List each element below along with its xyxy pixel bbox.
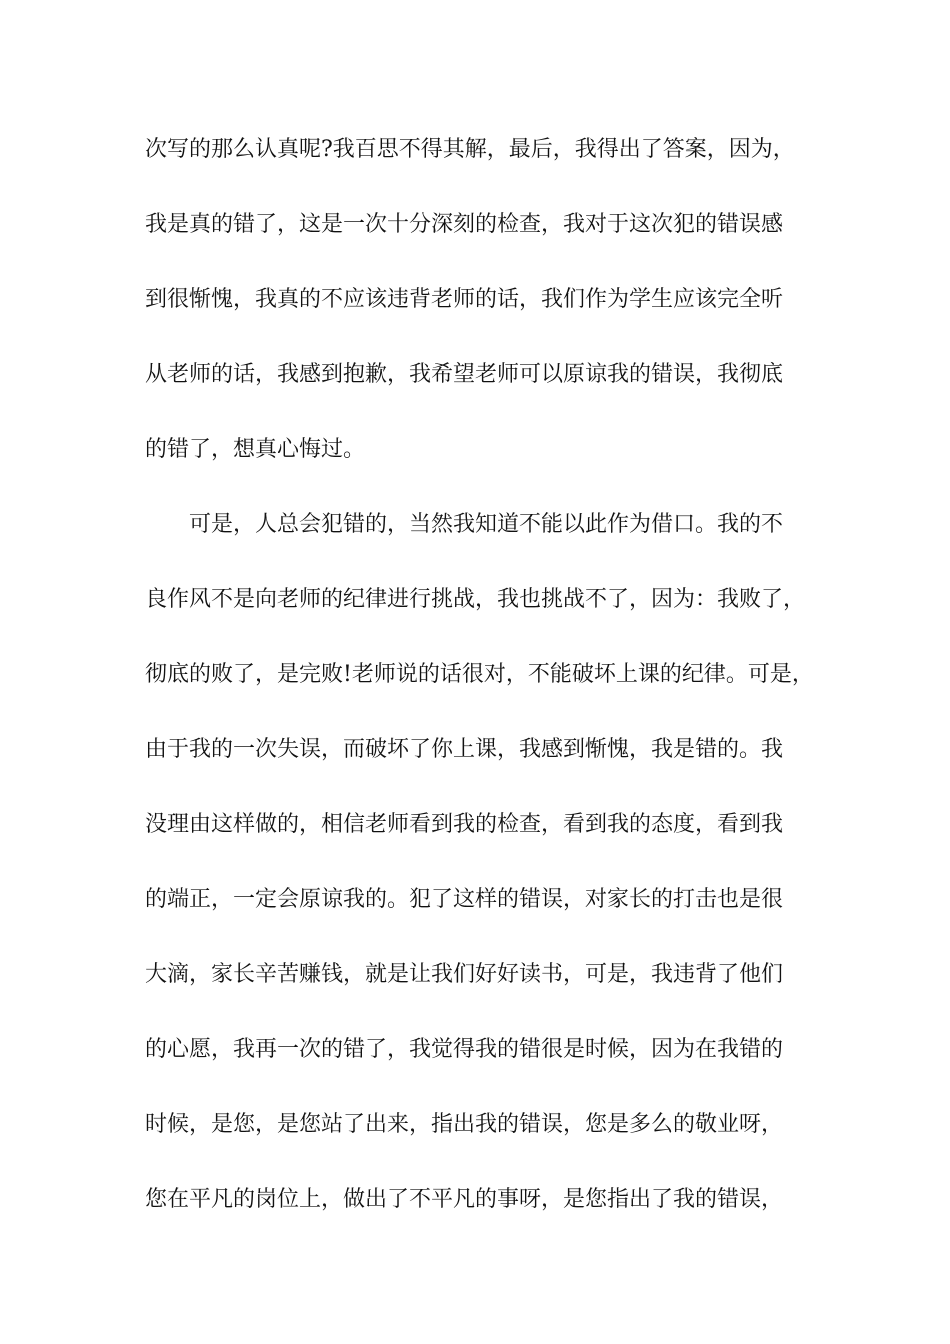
text-line: 良作风不是向老师的纪律进行挑战，我也挑战不了，因为：我败了，: [145, 587, 806, 612]
text-line: 由于我的一次失误，而破坏了你上课，我感到惭愧，我是错的。我: [145, 737, 784, 762]
text-line: 从老师的话，我感到抱歉，我希望老师可以原谅我的错误，我彻底: [145, 362, 784, 387]
text-line: 的错了，想真心悔过。: [145, 437, 366, 462]
text-line: 您在平凡的岗位上，做出了不平凡的事呀，是您指出了我的错误，: [145, 1187, 784, 1212]
text-line: 的端正，一定会原谅我的。犯了这样的错误，对家长的打击也是很: [145, 887, 784, 912]
text-line: 时候，是您，是您站了出来，指出我的错误，您是多么的敬业呀，: [145, 1112, 784, 1137]
text-line: 我是真的错了，这是一次十分深刻的检查，我对于这次犯的错误感: [145, 212, 784, 237]
paragraph-start-line: 可是，人总会犯错的，当然我知道不能以此作为借口。我的不: [189, 512, 784, 537]
text-line: 彻底的败了，是完败!老师说的话很对，不能破坏上课的纪律。可是，: [145, 662, 814, 687]
text-line: 没理由这样做的，相信老师看到我的检查，看到我的态度，看到我: [145, 812, 784, 837]
text-line: 次写的那么认真呢?我百思不得其解，最后，我得出了答案，因为，: [145, 137, 795, 162]
document-body: [145, 132, 825, 1257]
text-line: 大滴，家长辛苦赚钱，就是让我们好好读书，可是，我违背了他们: [145, 962, 784, 987]
text-line: 到很惭愧，我真的不应该违背老师的话，我们作为学生应该完全听: [145, 287, 784, 312]
text-line: 的心愿，我再一次的错了，我觉得我的错很是时候，因为在我错的: [145, 1037, 784, 1062]
